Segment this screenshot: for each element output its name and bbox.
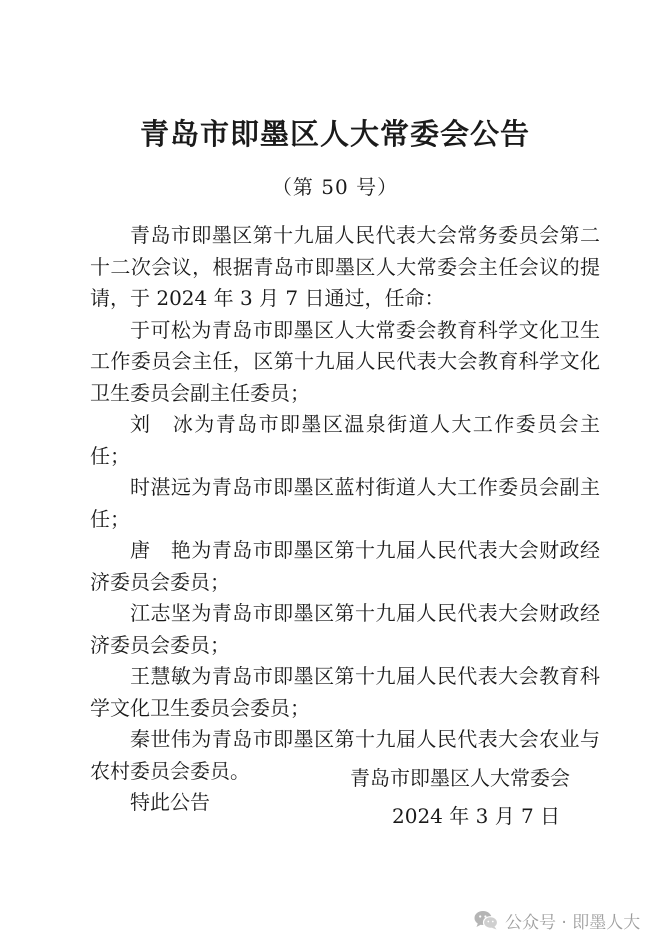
paragraph-appointment: 秦世伟为青岛市即墨区第十九届人民代表大会农业与农村委员会委员。 (90, 727, 600, 783)
signature-date: 2024 年 3 月 7 日 (392, 804, 561, 828)
paragraph-appointment: 王慧敏为青岛市即墨区第十九届人民代表大会教育科学文化卫生委员会委员； (90, 664, 600, 720)
document-body (90, 220, 600, 819)
wechat-watermark (473, 905, 640, 935)
paragraph-closing: 特此公告 (130, 790, 210, 814)
paragraph-appointment: 于可松为青岛市即墨区人大常委会教育科学文化卫生工作委员会主任，区第十九届人民代表大会教育科学文化卫生委员会副主任委员； (90, 317, 600, 405)
watermark-text: 公众号 · 即墨人大 (505, 912, 641, 933)
paragraph-appointment: 江志坚为青岛市即墨区第十九届人民代表大会财政经济委员会委员； (90, 601, 600, 657)
paragraph-intro: 青岛市即墨区第十九届人民代表大会常务委员会第二十二次会议，根据青岛市即墨区人大常委会主任会议的提请，于 2024 年 3 月 7 日通过，任命： (90, 223, 600, 310)
paragraph-appointment: 唐 艳为青岛市即墨区第十九届人民代表大会财政经济委员会委员； (90, 538, 600, 594)
paragraph-appointment: 刘 冰为青岛市即墨区温泉街道人大工作委员会主任； (90, 412, 600, 468)
document-title: 青岛市即墨区人大常委会公告 (139, 117, 530, 151)
wechat-icon (473, 909, 499, 931)
document-number: （第 50 号） (271, 175, 399, 199)
signature-organization: 青岛市即墨区人大常委会 (350, 766, 570, 790)
paragraph-appointment: 时湛远为青岛市即墨区蓝村街道人大工作委员会副主任； (90, 475, 600, 531)
